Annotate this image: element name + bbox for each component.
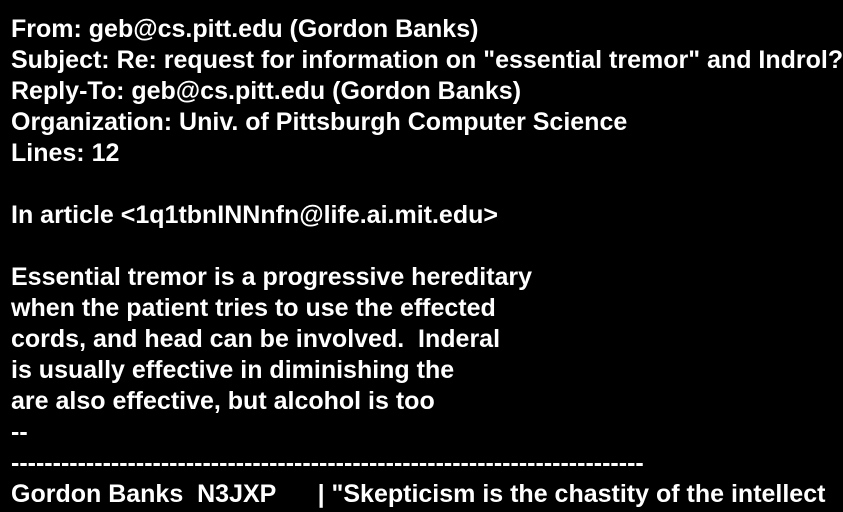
body-line: Essential tremor is a progressive hereditary bbox=[11, 263, 533, 291]
body-line: are also effective, but alcohol is too bbox=[11, 387, 435, 415]
body-line: when the patient tries to use the effected bbox=[11, 294, 496, 322]
attribution-line: In article <1q1tbnINNnfn@life.ai.mit.edu> bbox=[11, 201, 498, 229]
header-reply-to: Reply-To: geb@cs.pitt.edu (Gordon Banks) bbox=[11, 77, 522, 105]
header-subject: Subject: Re: request for information on "essential tremor" and Indrol? bbox=[11, 46, 843, 74]
header-organization: Organization: Univ. of Pittsburgh Computer Science bbox=[11, 108, 628, 136]
signature-rule: ---------------------------------------------------------------------------- bbox=[11, 449, 644, 477]
body-line: is usually effective in diminishing the bbox=[11, 356, 455, 384]
signature-separator: -- bbox=[11, 418, 28, 446]
body-line: cords, and head can be involved. Inderal bbox=[11, 325, 501, 353]
signature-line: Gordon Banks N3JXP | "Skepticism is the chastity of the intellect bbox=[11, 480, 826, 508]
header-from: From: geb@cs.pitt.edu (Gordon Banks) bbox=[11, 15, 479, 43]
header-lines: Lines: 12 bbox=[11, 139, 120, 167]
